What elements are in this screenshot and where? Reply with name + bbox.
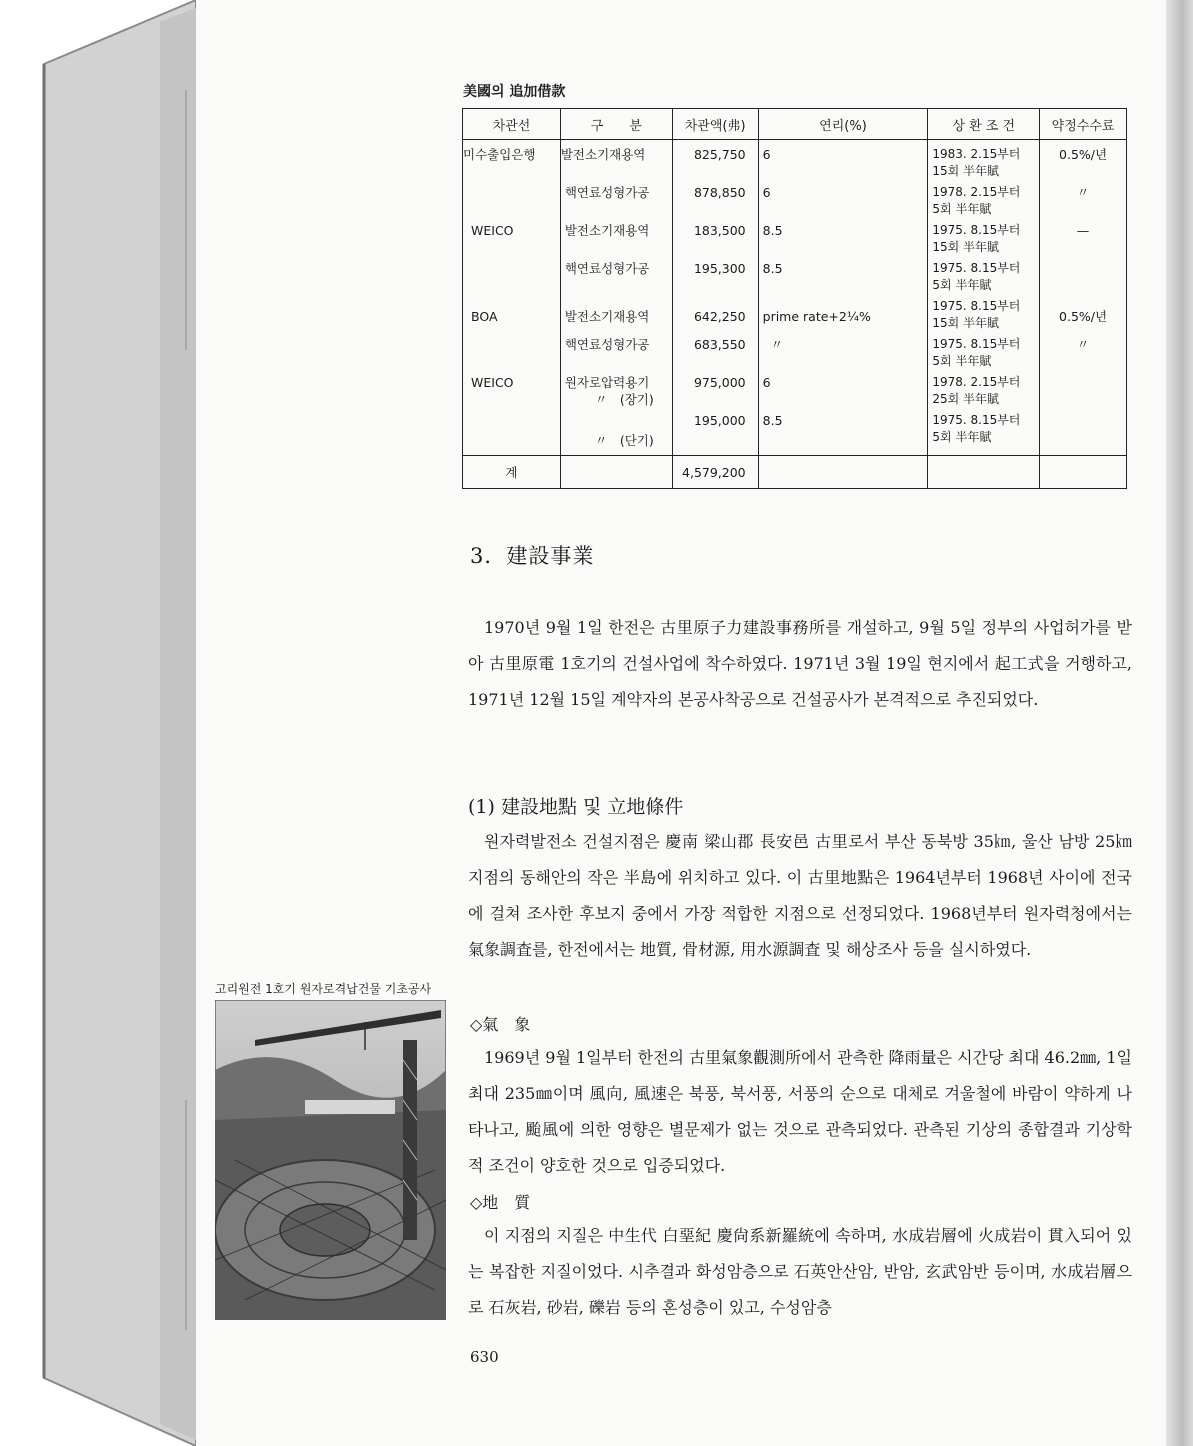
- cell-amount: 825,750: [672, 140, 758, 184]
- table-row: [463, 373, 1127, 411]
- section-title: 3．建設事業: [470, 544, 595, 568]
- cell-amount: 195,300: [672, 259, 758, 297]
- repayment-start: 1983. 2.15부터: [932, 147, 1021, 161]
- cell-repayment: [928, 140, 1040, 184]
- construction-photo: [215, 1000, 446, 1320]
- cell-rate: 〃: [758, 335, 928, 373]
- cell-item: [560, 411, 672, 456]
- cell-rate: 6: [758, 373, 928, 411]
- cell-repayment: [928, 183, 1040, 221]
- header-lender: 차관선: [463, 109, 561, 140]
- page-number: 630: [470, 1348, 499, 1366]
- repayment-start: 1975. 8.15부터: [932, 337, 1021, 351]
- item-main: 원자로압력용기: [564, 375, 650, 390]
- cell-rate: 8.5: [758, 221, 928, 259]
- cell-amount: 683,550: [672, 335, 758, 373]
- repayment-terms: 25회 半年賦: [932, 392, 1000, 406]
- cell-amount: 642,250: [672, 297, 758, 335]
- repayment-start: 1975. 8.15부터: [932, 261, 1021, 275]
- cell-repayment: [928, 259, 1040, 297]
- cell-repayment: [928, 373, 1040, 411]
- header-rate: 연리(%): [758, 109, 928, 140]
- weather-heading: ◇氣 象: [470, 1015, 531, 1034]
- item-sub: 〃 (단기): [594, 433, 654, 448]
- loan-table: [462, 108, 1127, 489]
- cell-rate: 8.5: [758, 411, 928, 456]
- table-caption: 美國의 追加借款: [463, 84, 566, 100]
- cell-repayment: [928, 411, 1040, 456]
- page-gutter: [1166, 0, 1193, 1446]
- table-row: [463, 183, 1127, 221]
- cell-lender: [463, 259, 561, 297]
- cell-repayment: [928, 221, 1040, 259]
- paragraph-construction-intro: 1970년 9월 1일 한전은 古里原子力建設事務所를 개설하고, 9월 5일 정부의 사업허가를 받아 古里原電 1호기의 건설사업에 착수하였다. 1971년 3월 19일 현지에서 起工式을 거행하고, 1971년 12월 15일 계약자의 본공사착공으로 건설공사가 본격적으로 추진되었다.: [468, 618, 1132, 709]
- table-row: [463, 335, 1127, 373]
- table-row: [463, 411, 1127, 456]
- cell-item: 발전소기재용역: [560, 221, 672, 259]
- header-category: 구 분: [560, 109, 672, 140]
- cell-rate: 6: [758, 183, 928, 221]
- total-empty: [1040, 456, 1127, 489]
- table-header-row: [463, 109, 1127, 140]
- cell-fee: 〃: [1040, 335, 1127, 373]
- total-label: 계: [463, 456, 561, 489]
- cell-fee: 0.5%/년: [1040, 297, 1127, 335]
- cell-amount: 975,000: [672, 373, 758, 411]
- repayment-terms: 5회 半年賦: [932, 354, 992, 368]
- cell-lender: [463, 335, 561, 373]
- paragraph-weather: 1969년 9월 1일부터 한전의 古里氣象觀測所에서 관측한 降雨量은 시간당 최대 46.2㎜, 1일최대 235㎜이며 風向, 風速은 북풍, 북서풍, 서풍의 순으로 대체로 겨울철에 바람이 약하게 나타나고, 颱風에 의한 영향은 별문제가 없는 것으로 관측되었다. 관측된 기상의 종합결과 기상학적 조건이 양호한 것으로 입증되었다.: [468, 1048, 1132, 1175]
- repayment-start: 1975. 8.15부터: [932, 413, 1021, 427]
- paragraph-geology: 이 지점의 지질은 中生代 白堊紀 慶尙系新羅統에 속하며, 水成岩層에 火成岩이 貫入되어 있는 복잡한 지질이었다. 시추결과 화성암층으로 石英안산암, 반암, 玄武암반 등이며, 水成岩層으로 石灰岩, 砂岩, 礫岩 등의 혼성층이 있고, 수성암층: [468, 1226, 1132, 1317]
- cell-lender: BOA: [463, 297, 561, 335]
- subsection-title: (1) 建設地點 및 立地條件: [468, 796, 684, 818]
- cell-amount: 878,850: [672, 183, 758, 221]
- cell-lender: WEICO: [463, 373, 561, 411]
- cell-item: 핵연료성형가공: [560, 183, 672, 221]
- cell-amount: 183,500: [672, 221, 758, 259]
- repayment-start: 1975. 8.15부터: [932, 223, 1021, 237]
- repayment-start: 1978. 2.15부터: [932, 185, 1021, 199]
- cell-fee: —: [1040, 221, 1127, 259]
- cell-repayment: [928, 297, 1040, 335]
- repayment-terms: 15회 半年賦: [932, 164, 1000, 178]
- repayment-terms: 15회 半年賦: [932, 240, 1000, 254]
- cell-rate: prime rate+2¼%: [758, 297, 928, 335]
- cell-fee: 0.5%/년: [1040, 140, 1127, 184]
- table-total-row: [463, 456, 1127, 489]
- repayment-start: 1978. 2.15부터: [932, 375, 1021, 389]
- cell-item: 발전소기재용역: [560, 297, 672, 335]
- total-empty: [758, 456, 928, 489]
- cell-lender: WEICO: [463, 221, 561, 259]
- table-row: [463, 297, 1127, 335]
- cell-lender: [463, 411, 561, 456]
- geology-heading: ◇地 質: [470, 1193, 531, 1212]
- table-row: [463, 140, 1127, 184]
- cell-amount: 195,000: [672, 411, 758, 456]
- cell-fee: 〃: [1040, 183, 1127, 221]
- paragraph-site: 원자력발전소 건설지점은 慶南 梁山郡 長安邑 古里로서 부산 동북방 35㎞, 울산 남방 25㎞지점의 동해안의 작은 半島에 위치하고 있다. 이 古里地點은 1964년부터 1968년 사이에 전국에 걸쳐 조사한 후보지 중에서 가장 적합한 지점으로 선정되었다. 1968년부터 원자력청에서는 氣象調査를, 한전에서는 地質, 骨材源, 用水源調査 및 해상조사 등을 실시하였다.: [468, 832, 1132, 959]
- repayment-terms: 5회 半年賦: [932, 430, 992, 444]
- total-empty: [560, 456, 672, 489]
- cell-fee: [1040, 259, 1127, 297]
- header-fee: 약정수수료: [1040, 109, 1127, 140]
- header-amount: 차관액(弗): [672, 109, 758, 140]
- repayment-terms: 5회 半年賦: [932, 202, 992, 216]
- cell-item: 핵연료성형가공: [560, 259, 672, 297]
- repayment-terms: 5회 半年賦: [932, 278, 992, 292]
- repayment-terms: 15회 半年賦: [932, 316, 1000, 330]
- item-sub: 〃 (장기): [594, 392, 654, 407]
- cell-repayment: [928, 335, 1040, 373]
- cell-rate: 6: [758, 140, 928, 184]
- table-row: [463, 259, 1127, 297]
- cell-fee: [1040, 373, 1127, 411]
- cell-item: 발전소기재용역: [560, 140, 672, 184]
- photo-caption: 고리원전 1호기 원자로격납건물 기초공사: [215, 982, 432, 996]
- header-repayment: 상 환 조 건: [928, 109, 1040, 140]
- cell-fee: [1040, 411, 1127, 456]
- total-empty: [928, 456, 1040, 489]
- cell-item: [560, 373, 672, 411]
- repayment-start: 1975. 8.15부터: [932, 299, 1021, 313]
- cell-item: 핵연료성형가공: [560, 335, 672, 373]
- cell-rate: 8.5: [758, 259, 928, 297]
- cell-lender: [463, 183, 561, 221]
- total-amount: 4,579,200: [672, 456, 758, 489]
- table-row: [463, 221, 1127, 259]
- cell-lender: 미수출입은행: [463, 140, 561, 184]
